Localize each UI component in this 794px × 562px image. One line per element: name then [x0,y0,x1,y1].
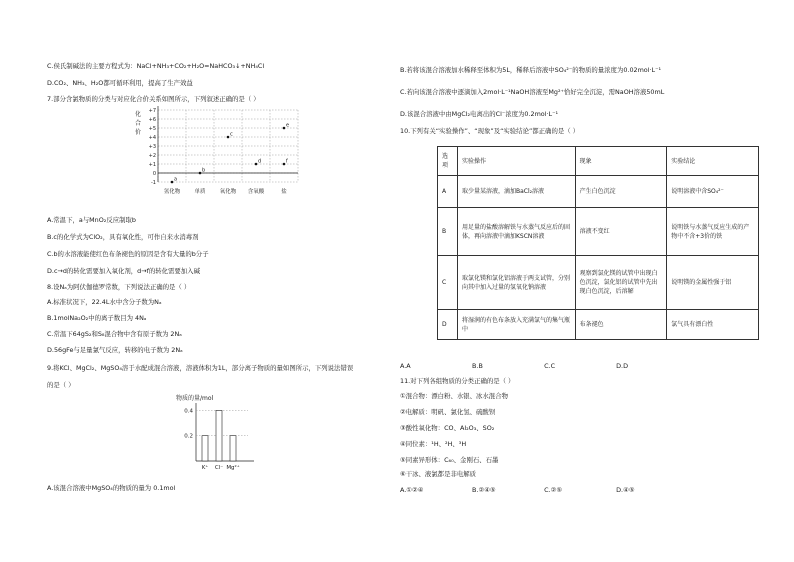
q10-option-a[interactable]: A.A [400,362,411,370]
table-cell: D [438,310,458,340]
q8-option-b: B.1molNa₂O₂中的离子数目为 4Nₐ [47,314,147,322]
point-label: a [174,176,178,183]
q9-ylabel: 物质的量/mol [176,395,214,402]
q7-option-a: A.常温下，a与MnO₂反应制取b [47,216,136,224]
bar [202,436,208,461]
header-phenomenon: 现象 [575,147,667,176]
table-cell: 用足量的盐酸溶解铁与水蒸气反应后的固体，再向溶液中滴加KSCN溶液 [457,208,575,256]
q8-option-d: D.56gFe与足量氯气反应，转移的电子数为 2Nₐ [47,346,183,354]
y-tick-label: 0.2 [184,433,193,440]
table-cell: 取少量某溶液，滴加BaCl₂溶液 [457,176,575,208]
q11-item-2: ②电解质：明矾、氯化氢、硫酸钡 [400,408,496,416]
q8-option-c: C.常温下64gS₂和S₈混合物中含有原子数为 2Nₐ [47,330,182,338]
data-point [283,127,286,130]
header-operation: 实验操作 [457,147,575,176]
table-cell: 将湿润的有色布条放入充满氯气的集气瓶中 [457,310,575,340]
y-tick-label: +7 [148,108,156,114]
q11-option-a[interactable]: A.①②④ [400,486,424,494]
table-cell: 观察到氯化镁的试管中出现白色沉淀，氯化铝的试管中先出现白色沉淀，后溶解 [575,256,667,310]
q7-option-b: B.c的化学式为ClO₂，具有氧化性，可作自来水消毒剂 [47,233,199,241]
table-cell: 布条褪色 [575,310,667,340]
y-axis-label: 化 [135,111,142,118]
table-cell: 取氯化镁和氯化铝溶液于两支试管，分别向其中加入过量的氢氧化钠溶液 [457,256,575,310]
y-tick-label: +3 [148,144,156,150]
table-cell: 溶液不变红 [575,208,667,256]
q11-options [400,486,635,494]
header-option: 选项 [438,147,458,176]
q10-option-c[interactable]: C.C [544,362,556,370]
q7-option-c: C.b的水溶液能使红色布条褪色的原因是含有大量的b分子 [47,250,209,258]
y-tick-label: +2 [148,153,156,159]
point-label: c [230,131,233,138]
q10-stem: 10.下列有关“实验操作”、“现象”及“实验结论”都正确的是（ ） [400,127,580,135]
q10-options [400,362,628,370]
y-axis-label: 价 [135,129,142,136]
q9-stem-line2: 的是（ ） [47,381,75,389]
y-tick-label: 0.4 [184,408,193,415]
table-cell: B [438,208,458,256]
q6-option-c: C.侯氏制碱法的主要方程式为：NaCl+NH₃+CO₂+H₂O=NaHCO₃↓+NH₄Cl [47,62,265,70]
table-row [438,256,759,310]
table-row [438,310,759,340]
table-cell: 说明铁与水蒸气反应生成的产物中不含+3价的铁 [667,208,759,256]
q10-option-b[interactable]: B.B [472,362,483,370]
point-label: e [286,122,290,129]
q9-ion-amount-chart [168,393,268,477]
x-tick-label: 单质 [194,189,206,195]
table-cell: 氯气具有漂白性 [667,310,759,340]
y-tick-label: 0 [152,171,156,177]
q11-item-3: ③酸性氧化物：CO、Al₂O₃、SO₂ [400,424,495,432]
point-label: d [258,158,262,165]
q10-option-d[interactable]: D.D [616,362,629,370]
x-tick-label: Mg²⁺ [226,465,240,471]
x-tick-label: K⁺ [201,465,209,471]
q7-stem: 7.部分含氯物质的分类与对应化合价关系如图所示，下列叙述正确的是（ ） [47,95,260,103]
q8-option-a: A.标准状况下，22.4L水中含分子数为Nₐ [47,298,162,306]
data-point [199,172,202,175]
header-conclusion: 实验结论 [667,147,759,176]
q11-option-d[interactable]: D.④⑤ [616,486,635,494]
q8-stem: 8.设Nₐ为阿伏伽德罗常数，下列说法正确的是（ ） [47,283,191,291]
q9-option-d: D.该混合溶液中由MgCl₂电离出的Cl⁻浓度为0.2mol·L⁻¹ [400,110,559,118]
point-label: b [202,167,206,174]
q9-option-b: B.若将该混合溶液加水稀释至体积为5L，稀释后溶液中SO₄²⁻的物质的量浓度为0.02mol·L⁻¹ [400,66,662,74]
y-axis-label: 合 [135,120,142,127]
table-cell: 说明镁的金属性强于铝 [667,256,759,310]
table-header-row [438,147,759,176]
bar [216,410,222,461]
x-tick-label: 氧化物 [219,189,237,195]
y-tick-label: -1 [151,180,156,186]
x-tick-label: Cl⁻ [214,465,224,471]
bar [230,436,236,461]
q10-experiment-table [437,146,759,340]
q11-item-5: ⑤同素异形体：C₆₀、金刚石、石墨 [400,456,499,464]
table-cell: 说明溶液中含SO₄²⁻ [667,176,759,208]
table-row [438,208,759,256]
table-cell: C [438,256,458,310]
q7-option-d: D.c→d的转化需要加入氧化剂，d→f的转化需要加入碱 [47,267,200,275]
y-tick-label: +5 [148,126,156,132]
q11-item-6: ⑥干冰、液氯都是非电解质 [400,470,477,478]
q11-item-4: ④同位素：¹H、²H、³H [400,440,467,448]
q11-option-c[interactable]: C.②⑤ [544,486,563,494]
y-tick-label: +6 [148,117,156,123]
q7-chlorine-valence-chart [132,106,304,210]
table-cell: A [438,176,458,208]
q9-option-c: C.若向该混合溶液中逐滴加入2mol·L⁻¹NaOH溶液至Mg²⁺恰好完全沉淀，需NaOH溶液50mL [400,88,665,96]
x-tick-label: 盐 [281,189,287,195]
y-tick-label: +4 [148,135,156,141]
point-label: f [286,158,288,165]
q6-option-d: D.CO₂、NH₃、H₂O都可循环利用，提高了生产效益 [47,79,193,87]
q9-option-a: A.该混合溶液中MgSO₄的物质的量为 0.1mol [47,484,176,492]
q11-stem: 11.对下列各组物质的分类正确的是（ ） [400,377,515,385]
data-point [171,181,174,184]
data-point [227,136,230,139]
data-point [283,163,286,166]
q11-option-b[interactable]: B.②④⑤ [472,486,496,494]
x-tick-label: 氢化物 [163,189,181,195]
data-point [255,163,258,166]
x-tick-label: 含氧酸 [247,189,265,195]
chart-grid [158,106,298,182]
q9-stem-line1: 9.将KCl、MgCl₂、MgSO₄溶于水配成混合溶液，溶液体积为1L，部分离子物质的量如图所示，下列说法错误 [47,364,354,372]
table-cell: 产生白色沉淀 [575,176,667,208]
y-tick-label: +1 [148,162,156,168]
q11-item-1: ①混合物：漂白粉、水银、冰水混合物 [400,392,508,400]
table-row [438,176,759,208]
